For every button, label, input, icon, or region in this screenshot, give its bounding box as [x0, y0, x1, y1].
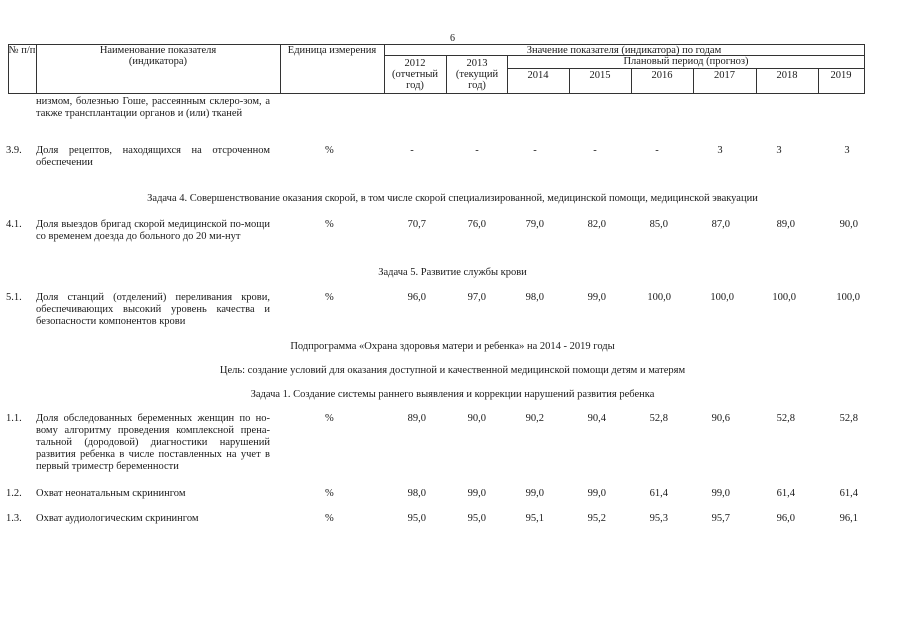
row-unit: % [325, 292, 334, 303]
page-number: 6 [450, 33, 455, 44]
row-value: 52,8 [776, 413, 795, 424]
row-number: 1.2. [6, 488, 22, 499]
row-value: 3 [776, 145, 782, 156]
row-value: - [655, 145, 659, 156]
row-name: Доля выездов бригад скорой медицинской по-мощи со временем доезда до больного до 20 ми-нут [36, 219, 270, 242]
row-value: 95,7 [711, 513, 730, 524]
row-value: 96,1 [839, 513, 858, 524]
row-value: 95,3 [649, 513, 668, 524]
row-value: 99,0 [467, 488, 486, 499]
header-planned: Плановый период (прогноз) [623, 56, 749, 67]
row-value: 61,4 [776, 488, 795, 499]
row-value: 98,0 [407, 488, 426, 499]
row-value: 96,0 [407, 292, 426, 303]
row-value: - [593, 145, 597, 156]
row-value: - [475, 145, 479, 156]
row-value: 95,0 [407, 513, 426, 524]
row-value: 98,0 [525, 292, 544, 303]
row-value: 100,0 [772, 292, 796, 303]
row-name: Доля рецептов, находящихся на отсроченном обеспечении [36, 145, 270, 168]
header-2013: 2013 (текущий год) [455, 58, 499, 91]
section-subprogram: Подпрограмма «Охрана здоровья матери и ребенка» на 2014 - 2019 годы [290, 341, 615, 352]
row-value: 52,8 [839, 413, 858, 424]
row-name: Охват аудиологическим скринингом [36, 513, 199, 524]
row-value: 99,0 [587, 488, 606, 499]
row-name: Охват неонатальным скринингом [36, 488, 186, 499]
row-value: 97,0 [467, 292, 486, 303]
row-number: 1.1. [6, 413, 22, 424]
row-value: 70,7 [407, 219, 426, 230]
row-value: 52,8 [649, 413, 668, 424]
header-name: Наименование показателя (индикатора) [99, 45, 217, 67]
table-header [8, 44, 865, 94]
row-value: 95,0 [467, 513, 486, 524]
section-task4: Задача 4. Совершенствование оказания скорой, в том числе скорой специализированной, медицинской помощи, медицинской эвакуации [147, 193, 758, 204]
header-2012: 2012 (отчетный год) [391, 58, 439, 91]
row-value: 95,2 [587, 513, 606, 524]
row-value: - [533, 145, 537, 156]
header-year: 2014 [527, 70, 549, 81]
row-value: 89,0 [776, 219, 795, 230]
row-value: 99,0 [711, 488, 730, 499]
row-name: Доля обследованных беременных женщин по но-вому алгоритму проведения комплексной прена-тальной (дородовой) диагностики нарушений развития ребенка в числе поставленных на учет в первый триместр беременности [36, 413, 270, 472]
row-value: 89,0 [407, 413, 426, 424]
row-value: 87,0 [711, 219, 730, 230]
row-unit: % [325, 513, 334, 524]
header-year: 2017 [714, 70, 735, 81]
row-value: 82,0 [587, 219, 606, 230]
row-unit: % [325, 219, 334, 230]
header-values: Значение показателя (индикатора) по годам [526, 45, 722, 56]
row-value: 100,0 [836, 292, 860, 303]
header-year: 2019 [830, 70, 852, 81]
row-value: 79,0 [525, 219, 544, 230]
row-value: 90,6 [711, 413, 730, 424]
row-value: 99,0 [525, 488, 544, 499]
row-value: 90,0 [839, 219, 858, 230]
row-value: 95,1 [525, 513, 544, 524]
row-value: 76,0 [467, 219, 486, 230]
row-name: Доля станций (отделений) переливания крови, обеспечивающих высокий уровень качества и безопасности компонентов крови [36, 292, 270, 327]
row-value: 100,0 [710, 292, 734, 303]
continued-text: низмом, болезнью Гоше, рассеянным склеро-зом, а также трансплантации органов и (или) тканей [36, 96, 270, 119]
row-number: 3.9. [6, 145, 22, 156]
row-value: 3 [844, 145, 850, 156]
row-value: 3 [717, 145, 723, 156]
row-value: 90,2 [525, 413, 544, 424]
row-unit: % [325, 145, 334, 156]
header-unit: Единица измерения [287, 45, 377, 56]
row-value: 61,4 [839, 488, 858, 499]
section-task5: Задача 5. Развитие службы крови [378, 267, 527, 278]
header-year: 2015 [589, 70, 611, 81]
row-number: 5.1. [6, 292, 22, 303]
header-year: 2016 [651, 70, 673, 81]
section-goal: Цель: создание условий для оказания доступной и качественной медицинской помощи детям и матерям [219, 365, 686, 376]
header-no: № п/п [8, 45, 36, 56]
row-value: - [410, 145, 414, 156]
row-unit: % [325, 488, 334, 499]
row-number: 4.1. [6, 219, 22, 230]
header-year: 2018 [776, 70, 798, 81]
row-value: 90,0 [467, 413, 486, 424]
row-value: 90,4 [587, 413, 606, 424]
row-value: 100,0 [647, 292, 671, 303]
row-value: 61,4 [649, 488, 668, 499]
row-value: 96,0 [776, 513, 795, 524]
row-value: 99,0 [587, 292, 606, 303]
row-unit: % [325, 413, 334, 424]
row-number: 1.3. [6, 513, 22, 524]
row-value: 85,0 [649, 219, 668, 230]
section-task1: Задача 1. Создание системы раннего выявления и коррекции нарушений развития ребенка [250, 389, 655, 400]
